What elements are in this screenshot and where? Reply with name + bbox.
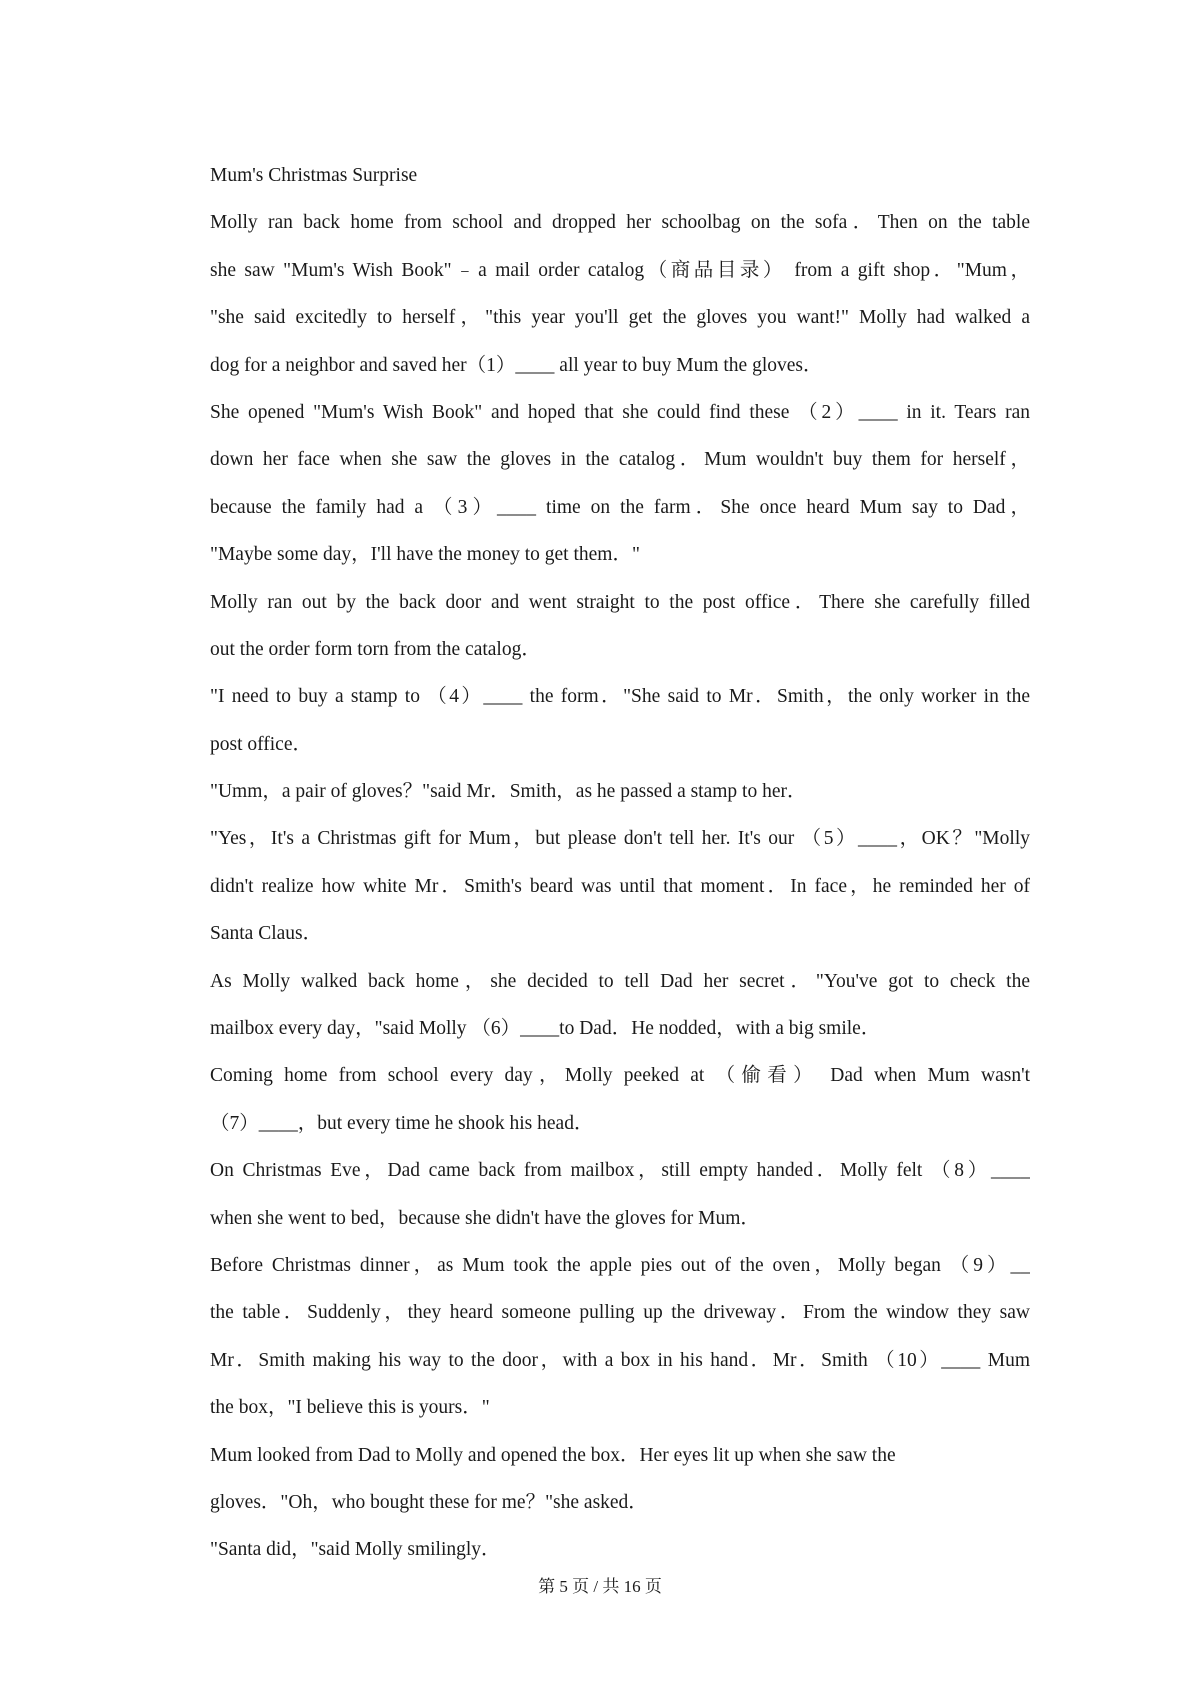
- passage-line: because the family had a （3）____ time on the farm．She once heard Mum say to Dad，: [210, 496, 1030, 518]
- passage-line: "I need to buy a stamp to （4）____ the form．"She said to Mr．Smith，the only worker in the: [210, 686, 1030, 708]
- passage-line: On Christmas Eve，Dad came back from mailbox，still empty handed．Molly felt （8）____: [210, 1160, 1030, 1182]
- passage-line: "Santa did，"said Molly smilingly．: [210, 1539, 501, 1561]
- passage-line: post office．: [210, 733, 312, 755]
- passage-line: dog for a neighbor and saved her（1）____ all year to buy Mum the gloves．: [210, 354, 823, 376]
- passage-line: Before Christmas dinner，as Mum took the apple pies out of the oven，Molly began （9）__: [210, 1254, 1030, 1276]
- passage-line: the box，"I believe this is yours．": [210, 1397, 490, 1419]
- passage-line: gloves．"Oh，who bought these for me？"she asked．: [210, 1491, 648, 1513]
- passage-line: She opened "Mum's Wish Book" and hoped that she could find these （2）____ in it. Tears ran: [210, 401, 1030, 423]
- passage-line: Santa Claus．: [210, 923, 323, 945]
- passage-line: "she said excitedly to herself，"this year you'll get the gloves you want!" Molly had walked a: [210, 307, 1030, 329]
- page-footer: 第 5 页 / 共 16 页: [538, 1577, 662, 1596]
- passage-line: "Maybe some day，I'll have the money to get them．": [210, 544, 640, 566]
- passage-line: out the order form torn from the catalog．: [210, 638, 541, 660]
- passage-title: Mum's Christmas Surprise: [210, 165, 418, 186]
- passage-line: mailbox every day，"said Molly （6）____to Dad．He nodded，with a big smile．: [210, 1018, 881, 1040]
- passage-line: （7）____，but every time he shook his head．: [210, 1112, 594, 1134]
- passage-line: the table．Suddenly，they heard someone pulling up the driveway．From the window they saw: [210, 1302, 1030, 1324]
- passage-line: Molly ran out by the back door and went straight to the post office．There she carefully filled: [210, 591, 1030, 613]
- passage-line: "Umm，a pair of gloves？"said Mr．Smith，as he passed a stamp to her．: [210, 781, 807, 803]
- passage-line: down her face when she saw the gloves in the catalog．Mum wouldn't buy them for herself，: [210, 449, 1030, 471]
- passage-line: Coming home from school every day，Molly peeked at （偷看） Dad when Mum wasn't: [210, 1065, 1030, 1087]
- passage-line: As Molly walked back home，she decided to tell Dad her secret．"You've got to check the: [210, 970, 1030, 992]
- passage-line: didn't realize how white Mr．Smith's beard was until that moment．In face，he reminded her of: [210, 875, 1030, 897]
- passage-line: when she went to bed，because she didn't have the gloves for Mum．: [210, 1207, 760, 1229]
- passage-body: [210, 152, 1030, 1574]
- passage-line: "Yes，It's a Christmas gift for Mum，but please don't tell her. It's our （5）____，OK？"Molly: [210, 828, 1030, 850]
- passage-line: she saw "Mum's Wish Book"﹣a mail order catalog（商品目录） from a gift shop．"Mum，: [210, 259, 1030, 281]
- passage-line: Molly ran back home from school and dropped her schoolbag on the sofa．Then on the table: [210, 212, 1030, 234]
- passage-line: Mum looked from Dad to Molly and opened the box．Her eyes lit up when she saw the: [210, 1444, 896, 1466]
- passage-line: Mr．Smith making his way to the door，with a box in his hand．Mr．Smith （10）____ Mum: [210, 1349, 1030, 1371]
